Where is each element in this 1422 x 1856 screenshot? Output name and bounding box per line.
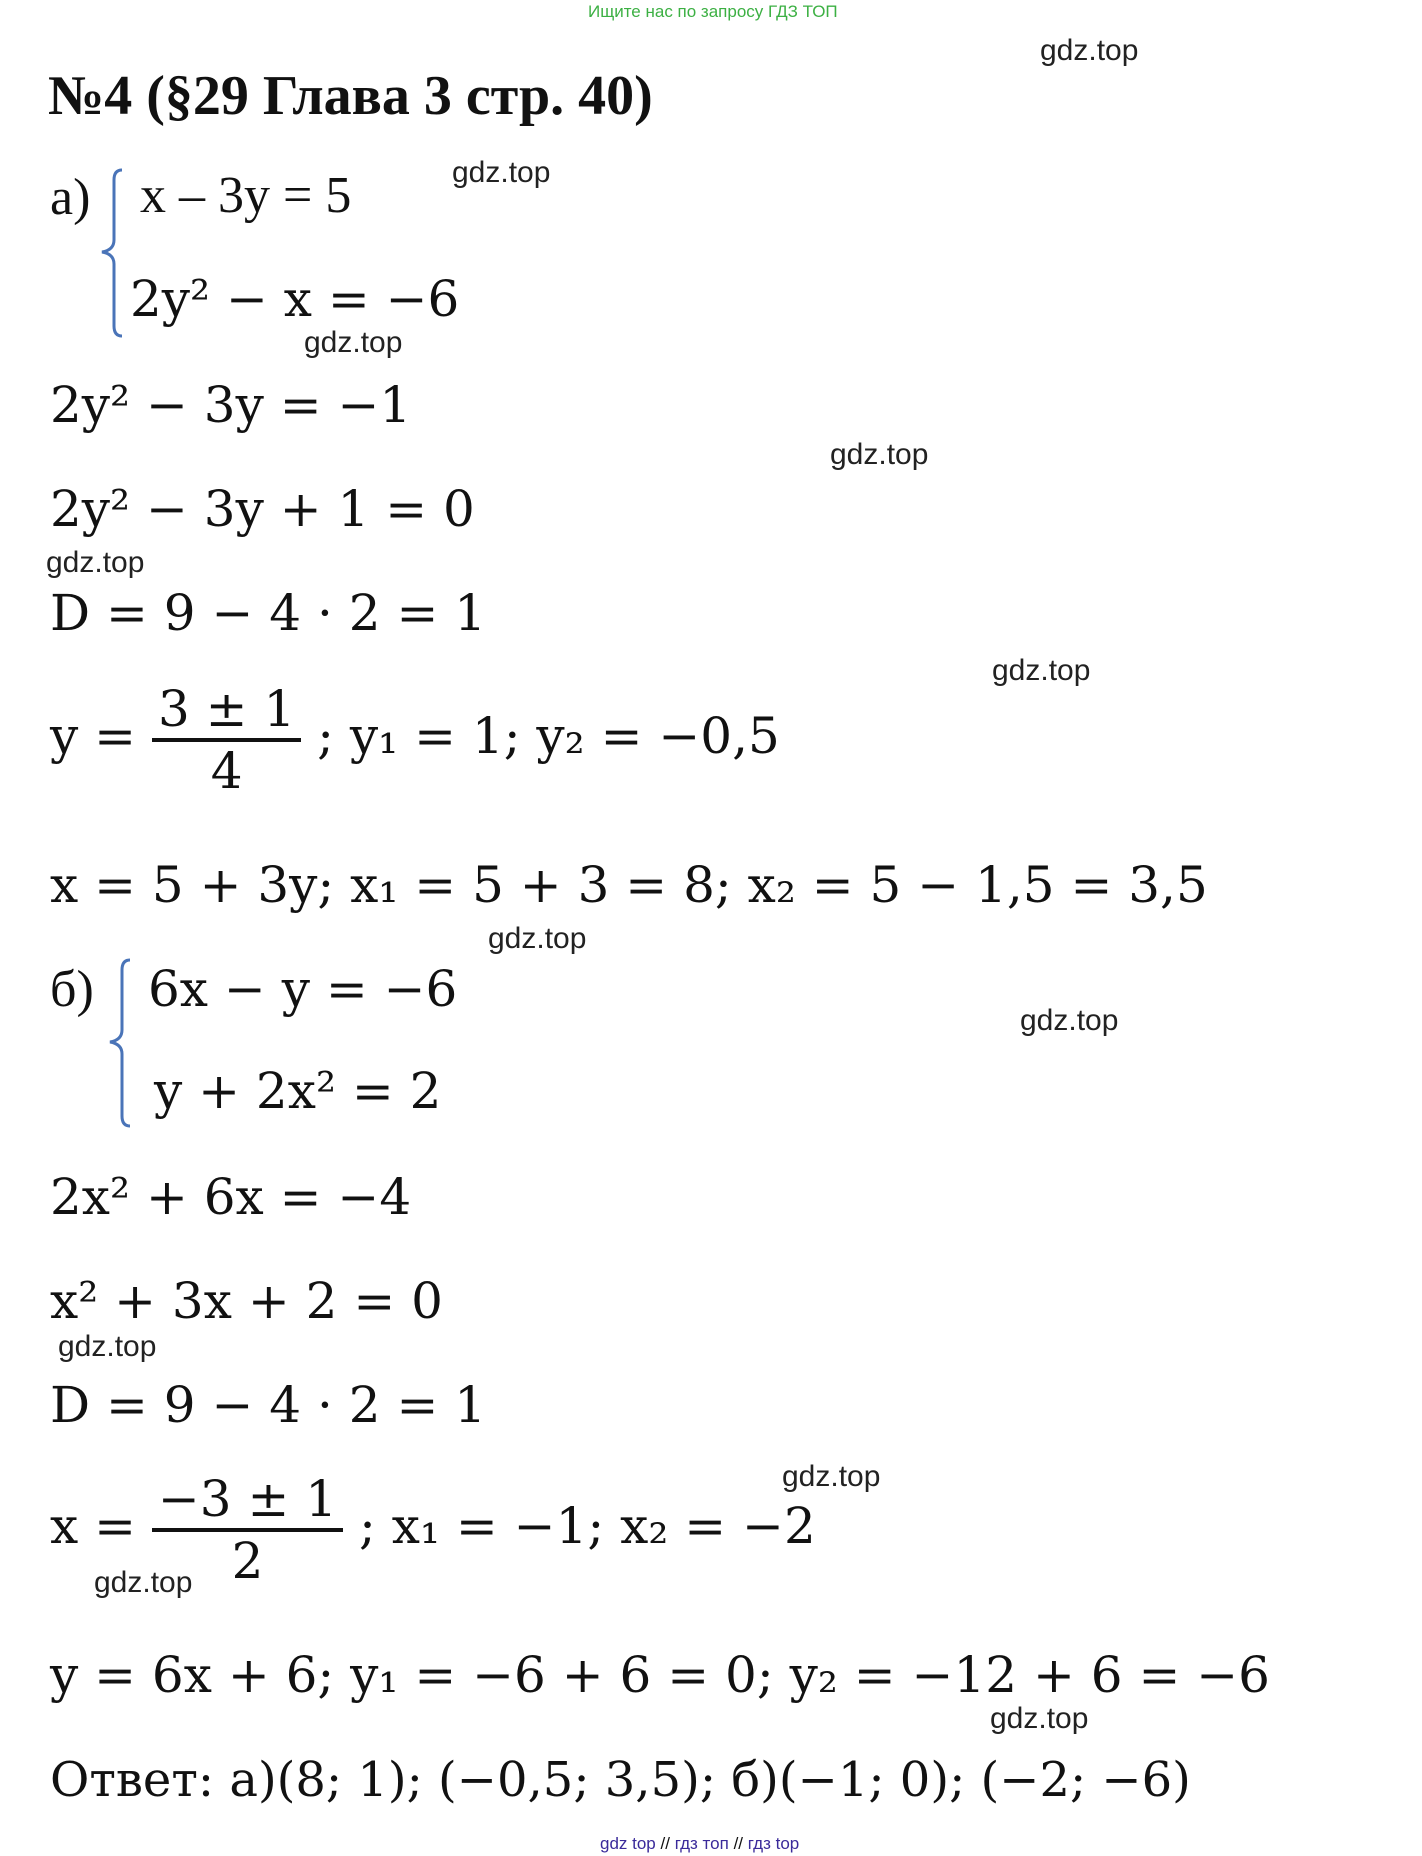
watermark: gdz.top — [782, 1460, 881, 1493]
footer-link[interactable]: gdz top — [600, 1834, 656, 1853]
part-b-eq1: 6x − y = −6 — [148, 960, 458, 1018]
watermark: gdz.top — [304, 326, 403, 359]
footer-link[interactable]: гдз топ — [674, 1834, 729, 1853]
problem-title: №4 (§29 Глава 3 стр. 40) — [48, 65, 653, 127]
watermark: gdz.top — [992, 654, 1091, 687]
watermark: gdz.top — [1040, 34, 1139, 67]
watermark: gdz.top — [94, 1566, 193, 1599]
roots-rhs: ; y₁ = 1; y₂ = −0,5 — [317, 707, 780, 765]
watermark: gdz.top — [46, 546, 145, 579]
part-b-y-values: y = 6x + 6; y₁ = −6 + 6 = 0; y₂ = −12 + 6 = −6 — [50, 1646, 1270, 1704]
part-a-eq1: x – 3y = 5 — [140, 167, 352, 224]
part-b-label: б) — [50, 961, 94, 1018]
part-a-step1: 2y² − 3y = −1 — [50, 376, 412, 434]
top-banner: Ищите нас по запросу ГДЗ ТОП — [588, 2, 838, 21]
watermark: gdz.top — [830, 438, 929, 471]
roots-fraction — [152, 680, 301, 800]
fraction-denominator: 4 — [152, 738, 301, 800]
part-b-brace — [104, 958, 144, 1130]
fraction-numerator: 3 ± 1 — [157, 680, 296, 738]
answer-line: Ответ: а)(8; 1); (−0,5; 3,5); б)(−1; 0); (−2; −6) — [50, 1752, 1191, 1808]
part-a-discriminant: D = 9 − 4 · 2 = 1 — [50, 584, 487, 642]
part-b-step2: x² + 3x + 2 = 0 — [50, 1272, 443, 1330]
footer-links — [600, 1834, 799, 1854]
roots-lhs: y = — [50, 707, 137, 765]
part-a-x-values: x = 5 + 3y; x₁ = 5 + 3 = 8; x₂ = 5 − 1,5 = 3,5 — [50, 856, 1208, 914]
part-a-label: а) — [50, 169, 91, 226]
watermark: gdz.top — [452, 156, 551, 189]
fraction-denominator: 2 — [152, 1528, 343, 1590]
footer-separator: // — [733, 1834, 744, 1853]
part-a-roots — [50, 680, 780, 800]
part-a-step2: 2y² − 3y + 1 = 0 — [50, 480, 475, 538]
footer-separator: // — [660, 1834, 670, 1853]
part-a-eq2: 2y² − x = −6 — [130, 270, 460, 328]
part-b-step1: 2x² + 6x = −4 — [50, 1168, 412, 1226]
roots-lhs: x = — [50, 1497, 136, 1555]
roots-rhs: ; x₁ = −1; x₂ = −2 — [359, 1497, 816, 1555]
part-b-eq2: y + 2x² = 2 — [154, 1062, 442, 1120]
watermark: gdz.top — [58, 1330, 157, 1363]
watermark: gdz.top — [990, 1702, 1089, 1735]
watermark: gdz.top — [488, 922, 587, 955]
part-b-discriminant: D = 9 − 4 · 2 = 1 — [50, 1376, 487, 1434]
footer-link[interactable]: гдз top — [747, 1834, 800, 1853]
fraction-numerator: −3 ± 1 — [157, 1470, 338, 1528]
watermark: gdz.top — [1020, 1004, 1119, 1037]
